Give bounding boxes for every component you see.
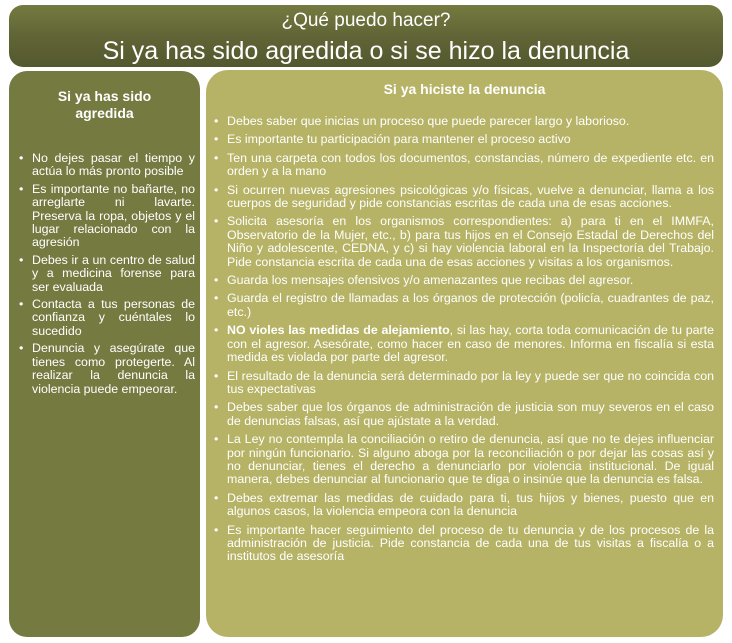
bullet-icon: • [214,368,219,383]
list-item-text: Guarda los mensajes ofensivos y/o amenazantes que recibas del agresor. [227,273,634,288]
bullet-icon: • [214,182,219,197]
bullet-icon: • [19,341,24,356]
list-item-text: Es importante no bañarte, no arreglarte ni lavarte. Preserva la ropa, objetos y el lugar relacionado con la agresión [32,181,195,250]
bullet-icon: • [214,432,219,447]
list-item-text: Si ocurren nuevas agresiones psicológicas y/o físicas, vuelve a denunciar, llama a los cuerpos de seguridad y pide constancias escritas de cada una de esas acciones. [227,182,714,211]
list-item-text: Contacta a tus personas de confianza y cuéntales lo sucedido [32,297,195,338]
bullet-icon: • [214,214,219,229]
list-item-text: Es importante hacer seguimiento del proceso de tu denuncia y de los procesos de la administración de justicia. Pide constancia de cada una de tus visitas a fiscalía o a institutos de asesoría [227,522,714,564]
list-item [19,298,195,338]
list-item [214,433,714,487]
list-item [19,254,195,294]
header-title: Si ya has sido agredida o si se hizo la denuncia [102,37,630,65]
right-panel-heading: Si ya hiciste la denuncia [383,81,546,97]
bullet-icon: • [214,273,219,288]
header-subtitle: ¿Qué puedo hacer? [281,10,451,31]
bullet-icon: • [19,252,24,267]
bullet-icon: • [214,323,219,338]
right-panel [206,70,723,637]
list-item [214,274,714,287]
list-item-text: Solicita asesoría en los organismos correspondientes: a) para ti en el IMMFA, Observatorio de la Mujer, etc., b) para tus hijos en el Consejo Estadal de Derechos del Niño y adolescente, CEDNA, y c) si hay violencia laboral en la Inspectoría del Trabajo. Pide constancia escrita de cada una de esas acciones y visitas a los organismos. [227,214,714,269]
list-item [214,492,714,519]
bullet-icon: • [214,522,219,537]
list-item-alejamiento [214,324,714,364]
left-panel-heading: Si ya has sido agredida [57,88,152,121]
left-list [19,152,195,400]
bullet-icon: • [19,151,24,165]
list-item [214,184,714,211]
list-item-text: Ten una carpeta con todos los documentos, constancias, número de expediente etc. en orden y a la mano [227,150,714,179]
list-item-text: Debes saber que los órganos de administración de justicia son muy severos en el caso de denuncias falsas, así que ajústate a la verdad. [227,400,714,428]
bullet-icon: • [214,490,219,505]
list-item-text: No dejes pasar el tiempo y actúa lo más pronto posible [32,151,195,179]
alejamiento-bold-text: NO violes las medidas de alejamiento [227,323,450,338]
bullet-icon: • [19,181,24,196]
list-item [19,183,195,250]
bullet-icon: • [19,297,24,312]
alejamiento-text: , si las hay, corta toda comunicación de tu parte con el agresor. Asesórate, como hacer en caso de menores. Informa en fiscalía si esta medida es violada por parte del agresor. [227,323,714,365]
list-item-text: La Ley no contempla la conciliación o retiro de denuncia, así que no te dejes influenciar por ningún funcionario. Si alguno aboga por la reconciliación o por dejar las cosas así y no denunciar, tienes el derecho a denunciarlo por violencia institucional. De igual manera, debes denunciar al funcionario que te diga o insinúe que la denuncia es falsa. [227,432,714,487]
list-item-text: Guarda el registro de llamadas a los órganos de protección (policía, cuadrantes de paz, etc.) [227,291,714,319]
list-item-text: El resultado de la denuncia será determinado por la ley y puede ser que no coincida con tus expectativas [227,368,714,396]
header-banner [9,5,723,67]
left-panel [9,71,200,637]
list-item-text: Denuncia y asegúrate que tienes como protegerte. Al realizar la denuncia la violencia puede empeorar. [32,341,195,396]
bullet-icon: • [214,150,219,165]
list-item [214,115,714,128]
right-list [214,115,714,569]
list-item [214,370,714,397]
list-item [214,401,714,428]
list-item [19,152,195,179]
bullet-icon: • [214,400,219,415]
list-item-text: Debes extremar las medidas de cuidado para ti, tus hijos y bienes, puesto que en algunos casos, la violencia empeora con la denuncia [227,490,714,519]
list-item [214,133,714,146]
list-item-text: Debes saber que inicias un proceso que puede parecer largo y laborioso. [227,114,630,128]
list-item [214,152,714,179]
bullet-icon: • [214,114,219,128]
list-item [214,215,714,269]
list-item [214,524,714,564]
list-item [19,342,195,396]
list-item-text: Debes ir a un centro de salud y a medicina forense para ser evaluada [32,252,195,294]
list-item [214,292,714,319]
bullet-icon: • [214,132,219,147]
bullet-icon: • [214,291,219,306]
list-item-text: Es importante tu participación para mantener el proceso activo [227,132,571,147]
